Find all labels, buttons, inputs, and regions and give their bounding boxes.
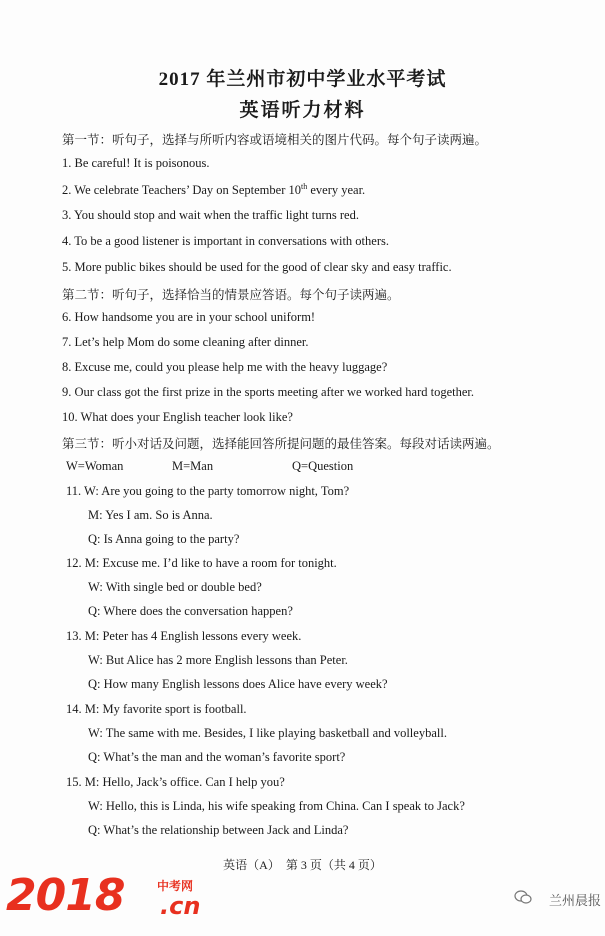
section1-item-1: 1. Be careful! It is poisonous. [62, 156, 210, 170]
dialogue-12-line-1: 12. M: Excuse me. I’d like to have a room for tonight. [66, 556, 337, 570]
section2-item-8: 8. Excuse me, could you please help me with the heavy luggage? [62, 360, 388, 374]
zhongkao-logo-sub: 中考网 [157, 879, 194, 893]
dialogue-13-question: Q: How many English lessons does Alice have every week? [88, 677, 388, 691]
dialogue-11-question: Q: Is Anna going to the party? [88, 532, 240, 546]
dialogue-14-line-1: 14. M: My favorite sport is football. [66, 702, 247, 716]
section1-item-2-sup: th [301, 182, 308, 191]
legend-question: Q=Question [292, 459, 354, 473]
section2-item-7: 7. Let’s help Mom do some cleaning after dinner. [62, 335, 309, 349]
legend-woman: W=Woman [66, 459, 124, 473]
section2-heading: 第二节：听句子，选择恰当的情景应答语。每个句子读两遍。 [62, 288, 400, 302]
dialogue-15-line-2: W: Hello, this is Linda, his wife speaking from China. Can I speak to Jack? [88, 799, 465, 813]
legend-man: M=Man [172, 459, 214, 473]
dialogue-13-line-1: 13. M: Peter has 4 English lessons every week. [66, 629, 302, 643]
document-title: 2017 年兰州市初中学业水平考试 [158, 69, 447, 90]
page-footer: 英语（A） 第 3 页（共 4 页） [223, 858, 382, 872]
dialogue-15-line-1: 15. M: Hello, Jack’s office. Can I help you? [66, 775, 285, 789]
wechat-icon [514, 890, 532, 904]
source-watermark: 兰州晨报 [548, 894, 601, 909]
dialogue-15-question: Q: What’s the relationship between Jack and Linda? [88, 823, 349, 837]
dialogue-14-question: Q: What’s the man and the woman’s favorite sport? [88, 750, 346, 764]
zhongkao-logo: 2018 [6, 870, 125, 921]
zhongkao-logo-domain: .cn [160, 892, 201, 920]
dialogue-11-line-2: M: Yes I am. So is Anna. [88, 508, 213, 522]
section1-item-2-tail: every year. [307, 183, 366, 198]
section1-item-2-text: 2. We celebrate Teachers’ Day on September 10 [62, 183, 301, 198]
dialogue-14-line-2: W: The same with me. Besides, I like playing basketball and volleyball. [88, 726, 447, 740]
section2-item-9: 9. Our class got the first prize in the sports meeting after we worked hard together. [62, 385, 475, 399]
dialogue-12-question: Q: Where does the conversation happen? [88, 604, 293, 618]
section1-item-2 [62, 182, 365, 198]
dialogue-13-line-2: W: But Alice has 2 more English lessons than Peter. [88, 653, 348, 667]
section2-item-6: 6. How handsome you are in your school uniform! [62, 310, 316, 324]
section3-heading: 第三节：听小对话及问题，选择能回答所提问题的最佳答案。每段对话读两遍。 [62, 437, 500, 451]
dialogue-11-line-1: 11. W: Are you going to the party tomorrow night, Tom? [66, 484, 350, 498]
document-subtitle: 英语听力材料 [239, 100, 366, 121]
dialogue-12-line-2: W: With single bed or double bed? [88, 580, 262, 594]
section1-item-4: 4. To be a good listener is important in conversations with others. [62, 234, 389, 248]
section1-heading: 第一节：听句子，选择与所听内容或语境相关的图片代码。每个句子读两遍。 [62, 133, 488, 147]
section1-item-5: 5. More public bikes should be used for the good of clear sky and easy traffic. [62, 260, 452, 274]
section1-item-3: 3. You should stop and wait when the traffic light turns red. [62, 208, 359, 222]
section2-item-10: 10. What does your English teacher look like? [62, 410, 293, 424]
